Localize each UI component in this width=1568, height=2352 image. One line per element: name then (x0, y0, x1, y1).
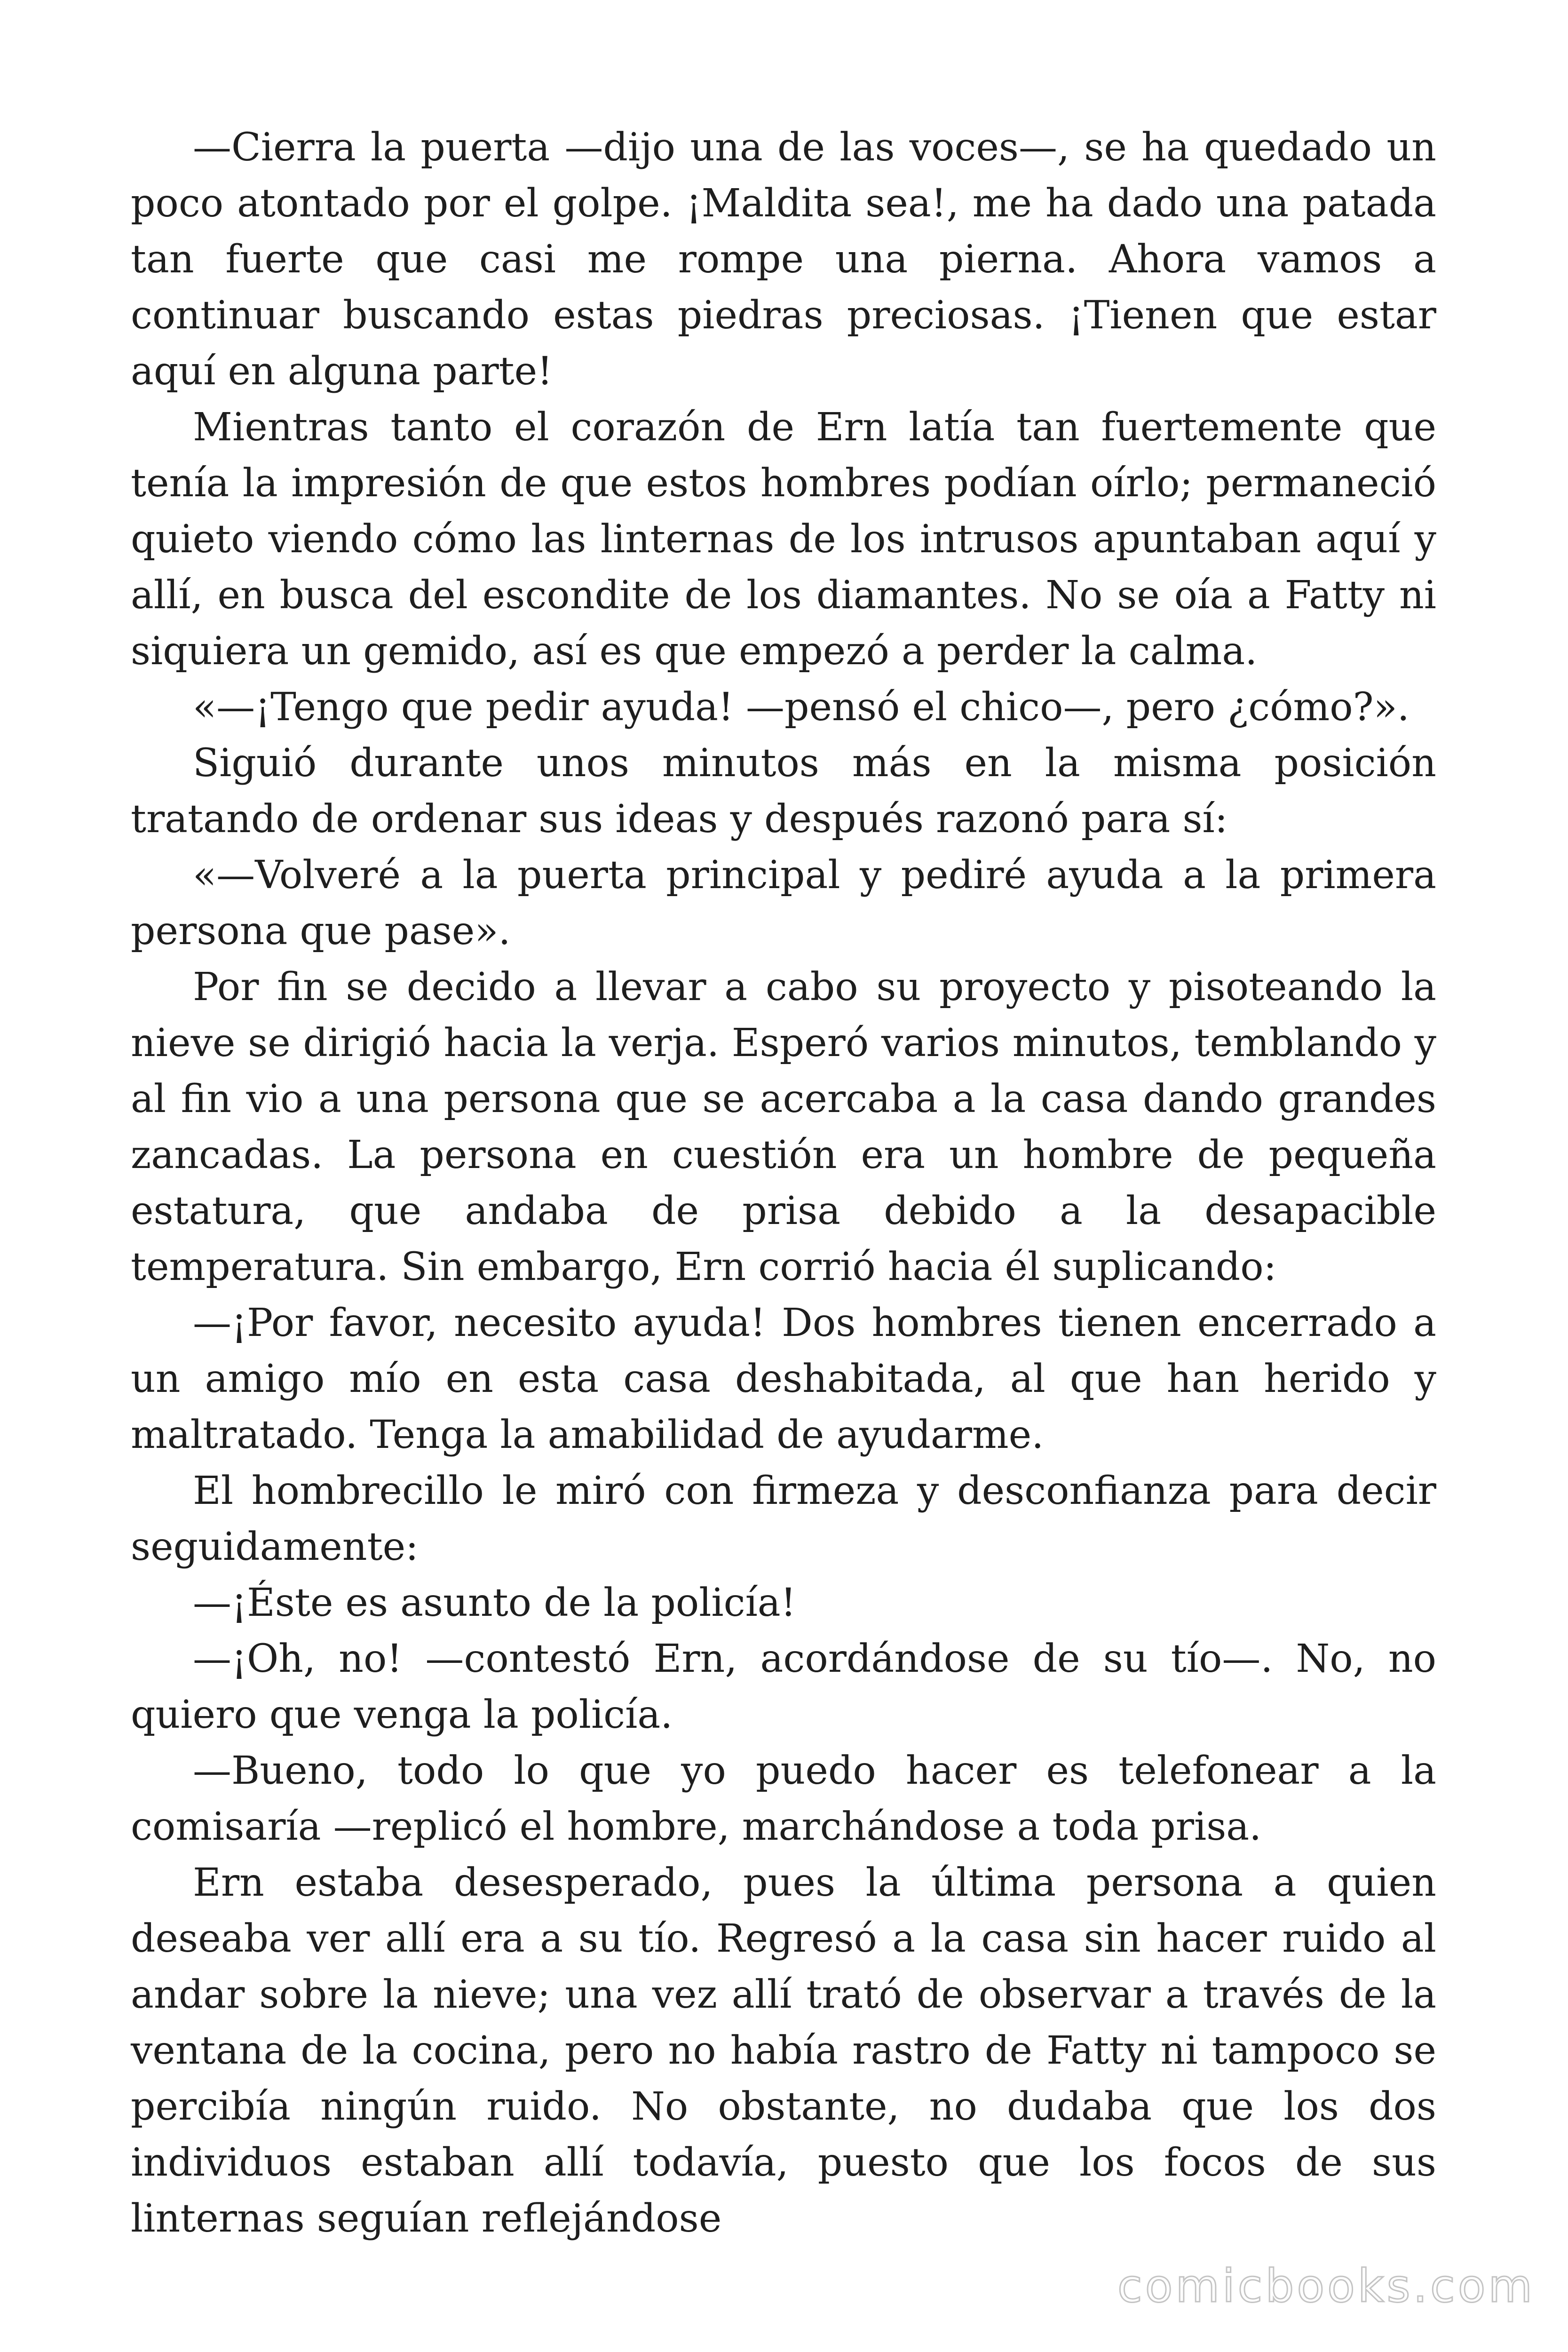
paragraph: El hombrecillo le miró con firmeza y desconfianza para decir seguidamente: (131, 1469, 1436, 1569)
paragraph: Siguió durante unos minutos más en la misma posición tratando de ordenar sus ideas y después razonó para sí: (131, 741, 1436, 842)
body-text (131, 119, 1436, 2247)
paragraph: Ern estaba desesperado, pues la última persona a quien deseaba ver allí era a su tío. Regresó a la casa sin hacer ruido al andar sobre la nieve; una vez allí trató de observar a través de la ventana de la cocina, pero no había rastro de Fatty ni tampoco se percibía ningún ruido. No obstante, no dudaba que los dos individuos estaban allí todavía, puesto que los focos de sus linternas seguían reflejándose (131, 1860, 1436, 2241)
paragraph: —¡Oh, no! —contestó Ern, acordándose de su tío—. No, no quiero que venga la policía. (131, 1637, 1436, 1737)
paragraph: «—Volveré a la puerta principal y pediré ayuda a la primera persona que pase». (131, 853, 1436, 954)
paragraph: —Cierra la puerta —dijo una de las voces—, se ha quedado un poco atontado por el golpe. ¡Maldita sea!, me ha dado una patada tan fuerte que casi me rompe una pierna. Ahora vamos a continuar buscando estas piedras preciosas. ¡Tienen que estar aquí en alguna parte! (131, 125, 1436, 394)
paragraph: —¡Éste es asunto de la policía! (193, 1581, 796, 1625)
paragraph: Por fin se decido a llevar a cabo su proyecto y pisoteando la nieve se dirigió hacia la verja. Esperó varios minutos, temblando y al fin vio a una persona que se acercaba a la casa dando grandes zancadas. La persona en cuestión era un hombre de pequeña estatura, que andaba de prisa debido a la desapacible temperatura. Sin embargo, Ern corrió hacia él suplicando: (131, 965, 1436, 1289)
paragraph: «—¡Tengo que pedir ayuda! —pensó el chico—, pero ¿cómo?». (193, 685, 1410, 730)
paragraph: —Bueno, todo lo que yo puedo hacer es telefonear a la comisaría —replicó el hombre, marchándose a toda prisa. (131, 1748, 1436, 1849)
watermark: comicbooks.com (1117, 2260, 1535, 2312)
paragraph: Mientras tanto el corazón de Ern latía tan fuertemente que tenía la impresión de que estos hombres podían oírlo; permaneció quieto viendo cómo las linternas de los intrusos apuntaban aquí y allí, en busca del escondite de los diamantes. No se oía a Fatty ni siquiera un gemido, así es que empezó a perder la calma. (131, 405, 1436, 674)
paragraph: —¡Por favor, necesito ayuda! Dos hombres tienen encerrado a un amigo mío en esta casa deshabitada, al que han herido y maltratado. Tenga la amabilidad de ayudarme. (131, 1301, 1436, 1457)
